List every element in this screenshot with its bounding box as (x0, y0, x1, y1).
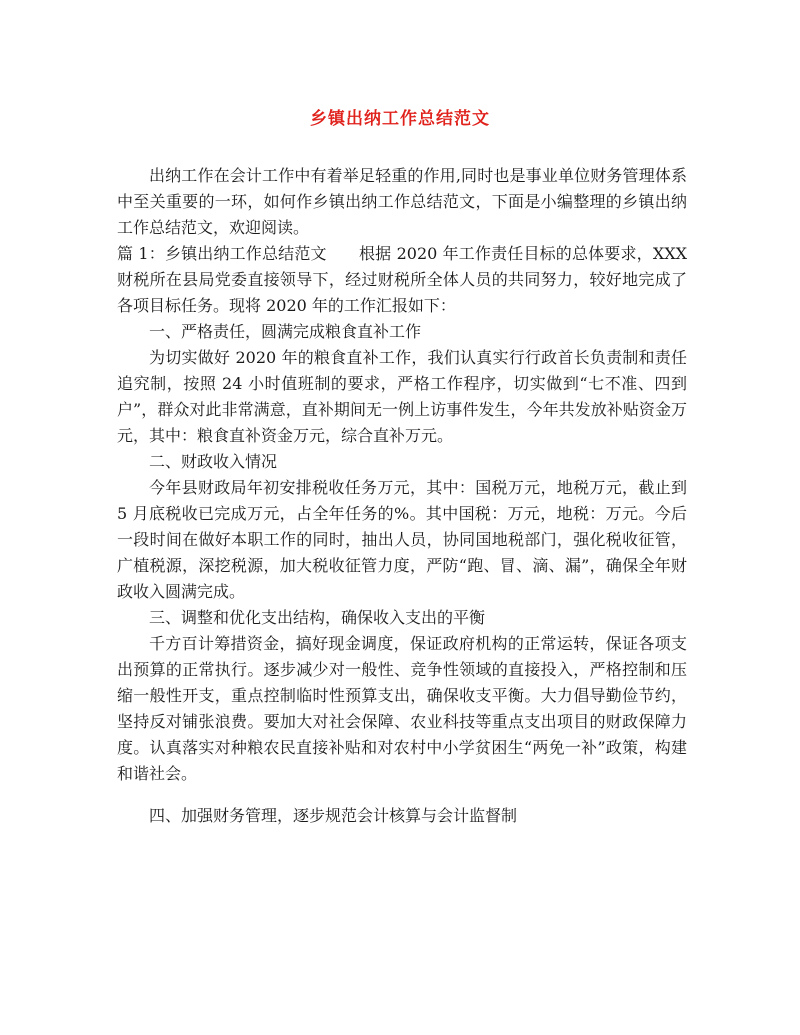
section3-heading: 三、调整和优化支出结构，确保收入支出的平衡 (149, 608, 486, 627)
section1-paragraph: 为切实做好 2020 年的粮食直补工作，我们认真实行行政首长负责制和责任追究制，按照 24 小时值班制的要求，严格工作程序，切实做到“七不准、四到户”，群众对此非常满意，直补期间无一例上访事件发生，今年共发放补贴资金万元，其中：粮食直补资金万元，综合直补万元。 (117, 348, 687, 445)
section2-paragraph: 今年县财政局年初安排税收任务万元，其中：国税万元，地税万元，截止到 5 月底税收已完成万元，占全年任务的%。其中国税：万元，地税：万元。今后一段时间在做好本职工作的同时，抽出人员，协同国地税部门，强化税收征管，广植税源，深挖税源，加大税收征管力度，严防“跑、冒、滴、漏”，确保全年财政收入圆满完成。 (117, 478, 687, 601)
section1-heading: 一、严格责任，圆满完成粮食直补工作 (149, 322, 422, 341)
intro-paragraph: 出纳工作在会计工作中有着举足轻重的作用,同时也是事业单位财务管理体系中至关重要的一环，如何作乡镇出纳工作总结范文，下面是小编整理的乡镇出纳工作总结范文，欢迎阅读。 (117, 166, 687, 237)
section2-heading: 二、财政收入情况 (149, 452, 278, 471)
section3-paragraph: 千方百计筹措资金，搞好现金调度，保证政府机构的正常运转，保证各项支出预算的正常执行。逐步减少对一般性、竞争性领域的直接投入，严格控制和压缩一般性开支，重点控制临时性预算支出，确保收支平衡。大力倡导勤俭节约，坚持反对铺张浪费。要加大对社会保障、农业科技等重点支出项目的财政保障力度。认真落实对种粮农民直接补贴和对农村中小学贫困生“两免一补”政策，构建和谐社会。 (117, 634, 687, 783)
document-body (117, 163, 687, 829)
section4-heading: 四、加强财务管理，逐步规范会计核算与会计监督制 (149, 806, 518, 825)
article-lead-paragraph: 篇 1：乡镇出纳工作总结范文 根据 2020 年工作责任目标的总体要求，XXX 财税所在县局党委直接领导下，经过财税所全体人员的共同努力，较好地完成了各项目标任务。现将 2020 年的工作汇报如下： (117, 244, 687, 315)
document-title: 乡镇出纳工作总结范文 (310, 109, 490, 129)
